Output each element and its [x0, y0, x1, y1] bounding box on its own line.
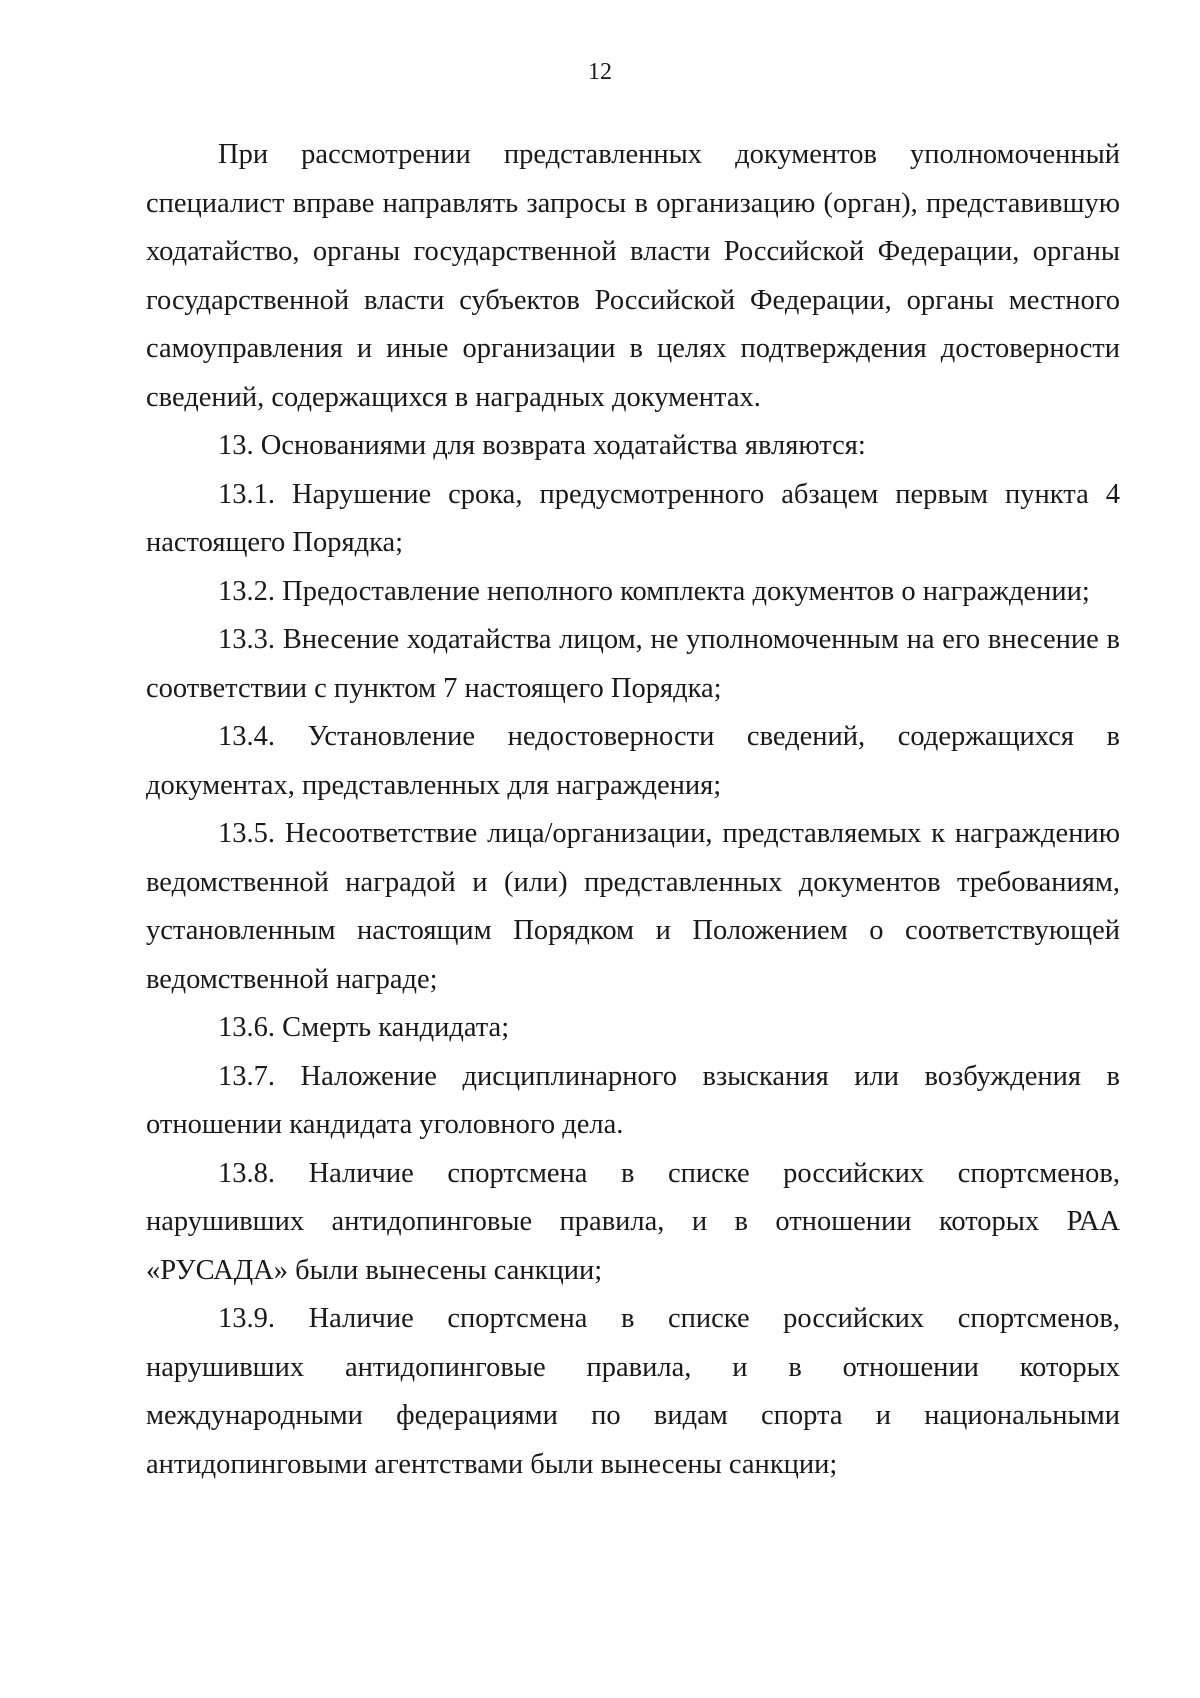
paragraph-document-review: При рассмотрении представленных документов уполномоченный специалист вправе направлять запросы в организацию (орган), представившую ходатайство, органы государственной власти Российской Федерации, органы государственной власти субъектов Российской Федерации, органы местного самоуправления и иные организации в целях подтверждения достоверности сведений, содержащихся в наградных документах. [146, 139, 1120, 413]
paragraph-13-8: 13.8. Наличие спортсмена в списке российских спортсменов, нарушивших антидопинговые правила, и в отношении которых РАА «РУСАДА» были вынесены санкции; [146, 1157, 1120, 1286]
paragraph-13-return-grounds: 13. Основаниями для возврата ходатайства являются: [218, 430, 866, 461]
paragraph-13-2: 13.2. Предоставление неполного комплекта документов о награждении; [218, 575, 1090, 607]
paragraph-13-3: 13.3. Внесение ходатайства лицом, не уполномоченным на его внесение в соответствии с пунктом 7 настоящего Порядка; [146, 624, 1120, 704]
paragraph-13-6: 13.6. Смерть кандидата; [218, 1012, 510, 1043]
paragraph-13-1: 13.1. Нарушение срока, предусмотренного абзацем первым пункта 4 настоящего Порядка; [146, 478, 1120, 558]
paragraph-13-7: 13.7. Наложение дисциплинарного взыскания или возбуждения в отношении кандидата уголовного дела. [146, 1060, 1120, 1140]
paragraph-13-4: 13.4. Установление недостоверности сведений, содержащихся в документах, представленных для награждения; [146, 721, 1120, 801]
page-number: 12 [588, 59, 612, 85]
paragraph-13-5: 13.5. Несоответствие лица/организации, представляемых к награждению ведомственной наградой и (или) представленных документов требованиям, установленным настоящим Порядком и Положением о соответствующей ведомственной награде; [146, 818, 1120, 995]
paragraph-13-9: 13.9. Наличие спортсмена в списке российских спортсменов, нарушивших антидопинговые правила, и в отношении которых международными федерациями по видам спорта и национальными антидопинговыми агентствами были вынесены санкции; [146, 1303, 1120, 1480]
document-body [146, 131, 1120, 1489]
